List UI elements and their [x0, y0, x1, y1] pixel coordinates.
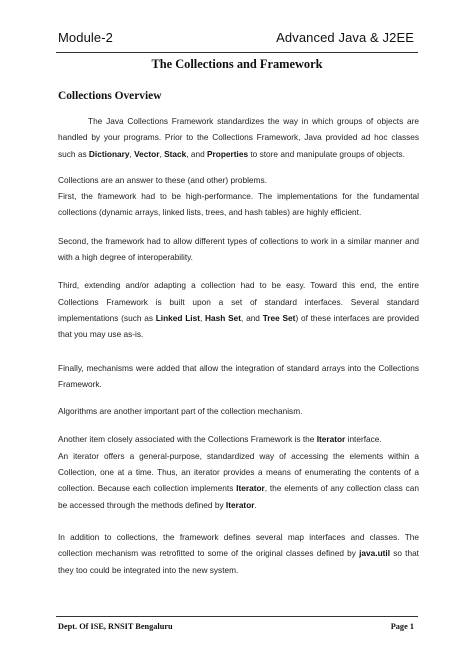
paragraph-answer: Collections are an answer to these (and other) problems. First, the framework had to be high-performance. The implementations for the fundamental collections (dynamic arrays, linked lists, trees, and hash tables) are highly efficient.	[58, 174, 419, 218]
paragraph-second: Second, the framework had to allow different types of collections to work in a similar manner and with a high degree of interoperability.	[58, 235, 419, 263]
page-title: The Collections and Framework	[151, 57, 323, 71]
paragraph-algorithms: Algorithms are another important part of the collection mechanism.	[58, 406, 303, 417]
paragraph-iterator: An iterator offers a general-purpose, standardized way of accessing the elements within a Collection, one at a time. Thus, an iterator provides a means of enumerating the contents of a collection. Because each collection implements Iterator, the elements of any collection class can be accessed through the methods defined by Iterator.	[58, 450, 419, 510]
body-text	[58, 113, 419, 578]
header-course: Advanced Java & J2EE	[276, 30, 414, 45]
paragraph-intro: The Java Collections Framework standardizes the way in which groups of objects are handled by your programs. Prior to the Collections Framework, Java provided ad hoc classes such as Dictionary, Vector, Stack, and Properties to store and manipulate groups of objects.	[58, 116, 419, 159]
paragraph-iterator-intro: Another item closely associated with the Collections Framework is the Iterator interface.	[58, 434, 382, 445]
section-heading: Collections Overview	[58, 90, 162, 102]
header-module: Module-2	[58, 30, 113, 45]
paragraph-third: Third, extending and/or adapting a collection had to be easy. Toward this end, the entire Collections Framework is built upon a set of standard interfaces. Several standard implementations (such as Linked List, Hash Set, and Tree Set) of these interfaces are provided that you may use as-is.	[58, 280, 419, 340]
footer-page-number: Page 1	[390, 622, 414, 631]
paragraph-finally: Finally, mechanisms were added that allow the integration of standard arrays into the Collections Framework.	[58, 362, 419, 389]
page-footer	[56, 616, 418, 633]
page-header	[56, 30, 418, 53]
footer-department: Dept. Of ISE, RNSIT Bengaluru	[58, 622, 173, 631]
paragraph-maps: In addition to collections, the framework defines several map interfaces and classes. The collection mechanism was retrofitted to some of the original classes defined by java.util so that they too could be integrated into the new system.	[58, 531, 419, 575]
